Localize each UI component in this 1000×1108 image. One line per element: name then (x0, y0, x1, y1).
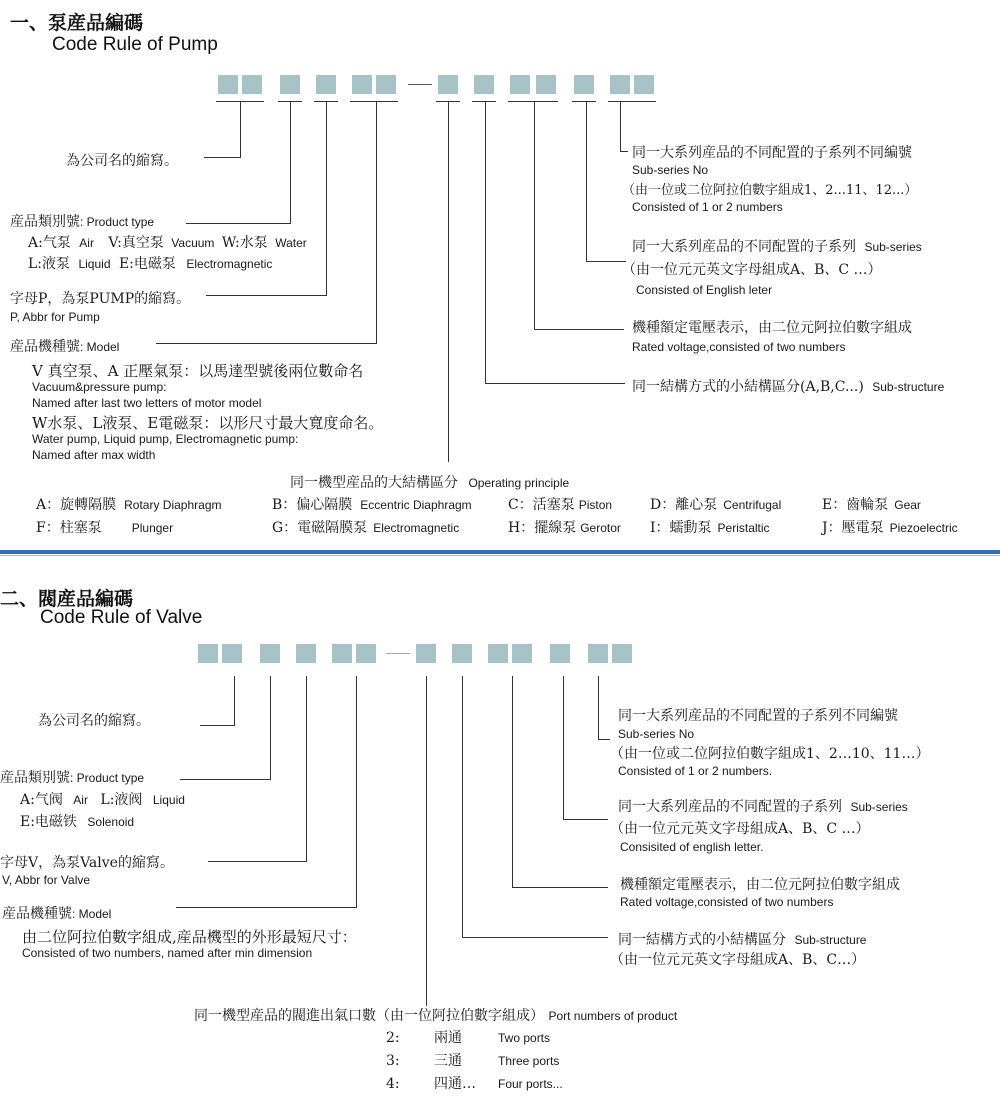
pump-subseries-no-en2: Consisted of 1 or 2 numbers (632, 200, 783, 214)
code-box (550, 644, 570, 663)
pump-wle-desc: W水泵、L液泵、E電磁泵：以形尺寸最大寬度命名。 (32, 414, 384, 432)
pump-letter-p-label: 字母P，為泵PUMP的縮寫。 (10, 291, 191, 307)
code-box (296, 644, 316, 663)
code-separator (408, 84, 432, 85)
code-box (588, 644, 608, 663)
section-divider (0, 550, 1000, 554)
code-box (612, 644, 632, 663)
code-box (610, 75, 630, 94)
code-box (512, 644, 532, 663)
valve-type-row1: A:气阀 Air L:液阀 Liquid (20, 792, 185, 808)
pump-subseries-no-en: Sub-series No (632, 163, 709, 177)
pump-operating-principle-label: 同一機型産品的大結構區分 Operating principle (290, 475, 570, 491)
pump-subseries-label: 同一大系列産品的不同配置的子系列 Sub-series (632, 239, 922, 255)
principle-item: B：偏心隔膜 Eccentric Diaphragm (272, 497, 472, 513)
pump-letter-p-en: P, Abbr for Pump (10, 310, 100, 324)
principle-item: I：蠕動泵 Peristaltic (650, 520, 770, 536)
pump-subseries-no-label: 同一大系列産品的不同配置的子系列不同編號 (632, 145, 912, 161)
valve-substructure-desc: （由一位元元英文字母組成A、B、C…） (610, 952, 866, 968)
code-box (356, 644, 376, 663)
code-box (510, 75, 530, 94)
code-box (634, 75, 654, 94)
code-box (218, 75, 238, 94)
valve-company-label: 為公司名的縮寫。 (38, 713, 150, 729)
pump-va-en2: Named after last two letters of motor model (32, 396, 262, 410)
valve-subseries-no-label: 同一大系列産品的不同配置的子系列不同編號 (618, 708, 898, 724)
valve-subseries-label: 同一大系列産品的不同配置的子系列 Sub-series (618, 799, 908, 815)
code-box (488, 644, 508, 663)
valve-voltage-en: Rated voltage,consisted of two numbers (620, 895, 834, 909)
valve-subseries-desc: （由一位元元英文字母組成A、B、C …） (610, 821, 870, 837)
code-box (474, 75, 494, 94)
principle-item: A：旋轉隔膜 Rotary Diaphragm (36, 497, 222, 513)
valve-subseries-no-en: Sub-series No (618, 727, 695, 741)
valve-subseries-en2: Consisited of english letter. (620, 840, 764, 854)
valve-ports-label: 同一機型産品的閥進出氣口數（由一位阿拉伯數字組成） Port numbers of product (194, 1008, 678, 1024)
principle-item: D：離心泵 Centrifugal (650, 497, 782, 513)
pump-substructure-label: 同一結構方式的小結構區分(A,B,C...) Sub-structure (632, 379, 945, 395)
pump-voltage-en: Rated voltage,consisted of two numbers (632, 340, 846, 354)
code-box (536, 75, 556, 94)
pump-section-subtitle: Code Rule of Pump (52, 34, 218, 55)
valve-model-label: 産品機種號: Model (2, 906, 112, 922)
pump-subseries-en2: Consisted of English leter (636, 283, 773, 297)
valve-subseries-no-desc: （由一位或二位阿拉伯數字組成1、2…10、11…） (610, 746, 930, 762)
principle-item: H：擺線泵 Gerotor (508, 520, 621, 536)
pump-type-row1: A:气泵 Air V:真空泵 Vacuum W:水泵 Water (28, 235, 307, 251)
pump-va-en1: Vacuum&pressure pump: (32, 380, 167, 394)
principle-item: G：電磁隔膜泵 Electromagnetic (272, 520, 460, 536)
principle-item: F：柱塞泵 Plunger (36, 520, 174, 536)
pump-wle-en1: Water pump, Liquid pump, Electromagnetic pump: (32, 432, 299, 446)
pump-section-title: 一、泵産品編碼 (10, 12, 144, 34)
code-box (280, 75, 300, 94)
pump-wle-en2: Named after max width (32, 448, 156, 462)
valve-letter-v-en: V, Abbr for Valve (2, 873, 91, 887)
principle-item: J：壓電泵 Piezoelectric (822, 520, 958, 536)
code-box (260, 644, 280, 663)
port-item: 3: 三通 Three ports (386, 1053, 560, 1069)
valve-model-desc: 由二位阿拉伯數字組成,産品機型的外形最短尺寸： (22, 928, 357, 946)
valve-product-type-label: 産品類別號: Product type (0, 770, 145, 786)
principle-item: C：活塞泵 Piston (508, 497, 613, 513)
principle-item: E：齒輪泵 Gear (822, 497, 921, 513)
pump-type-row2: L:液泵 Liquid E:电磁泵 Electromagnetic (28, 256, 273, 272)
code-separator (386, 653, 410, 654)
port-item: 4: 四通… Four ports... (386, 1076, 563, 1092)
valve-substructure-label: 同一結構方式的小結構區分 Sub-structure (618, 932, 867, 948)
code-box (574, 75, 594, 94)
pump-subseries-desc: （由一位元元英文字母組成A、B、C …） (622, 262, 882, 278)
valve-subseries-no-en2: Consisted of 1 or 2 numbers. (618, 764, 773, 778)
code-box (416, 644, 436, 663)
pump-subseries-no-desc: （由一位或二位阿拉伯數字組成1、2...11、12...） (622, 183, 918, 198)
port-item: 2: 兩通 Two ports (386, 1030, 551, 1046)
pump-company-label: 為公司名的縮寫。 (66, 153, 178, 169)
code-box (198, 644, 218, 663)
valve-model-desc-en: Consisted of two numbers, named after min dimension (22, 946, 313, 960)
code-box (352, 75, 372, 94)
valve-letter-v-label: 字母V，為泵Valve的縮寫。 (0, 855, 174, 871)
code-box (222, 644, 242, 663)
code-box (376, 75, 396, 94)
valve-section-title: 二、閥産品編碼 (0, 588, 134, 610)
valve-type-row2: E:电磁铁 Solenoid (20, 814, 135, 830)
code-box (332, 644, 352, 663)
code-box (316, 75, 336, 94)
pump-product-type-label: 産品類別號: Product type (10, 214, 155, 230)
code-box (452, 644, 472, 663)
pump-voltage-label: 機種額定電壓表示，由二位元阿拉伯數字組成 (632, 320, 912, 336)
code-box (242, 75, 262, 94)
code-box (438, 75, 458, 94)
valve-voltage-label: 機種額定電壓表示，由二位元阿拉伯數字組成 (620, 877, 900, 893)
valve-section-subtitle: Code Rule of Valve (40, 607, 203, 628)
pump-model-label: 産品機種號: Model (10, 339, 120, 355)
pump-va-desc: V 真空泵、A 正壓氣泵：以馬達型號後兩位數命名 (32, 362, 364, 380)
